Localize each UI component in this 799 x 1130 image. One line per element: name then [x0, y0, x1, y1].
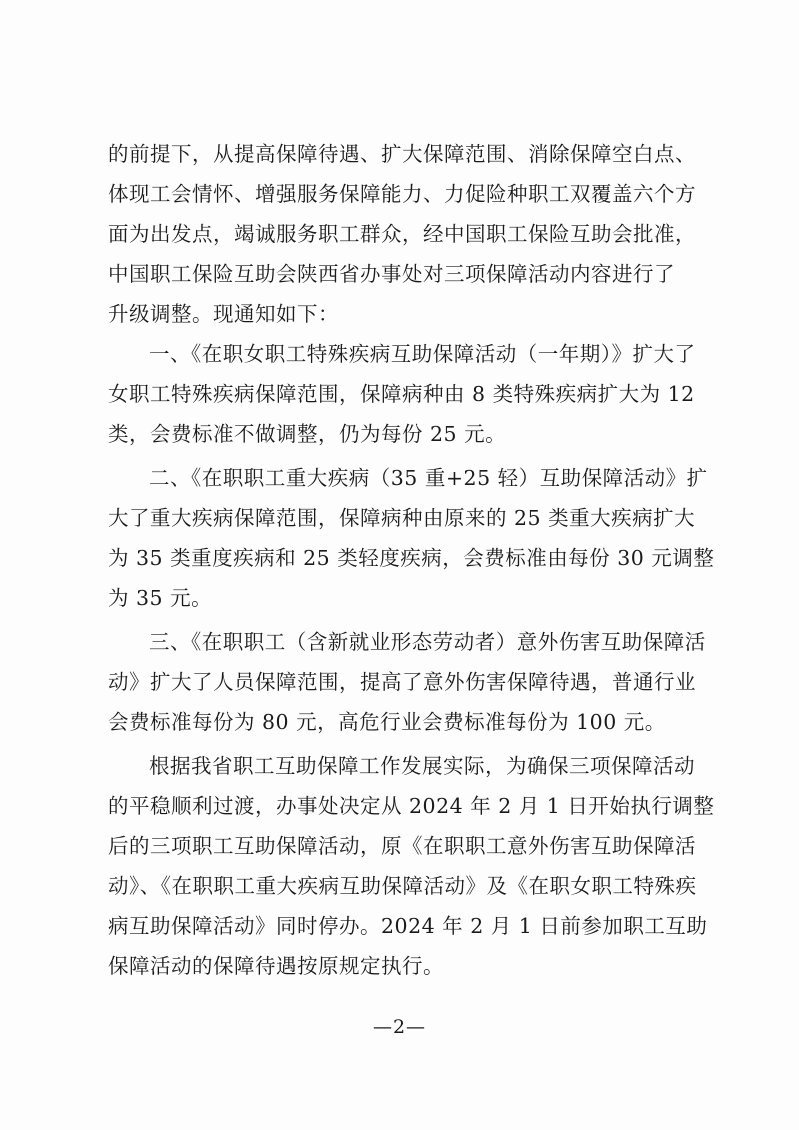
- paragraph-item-one-cont: [108, 374, 708, 454]
- text-line: 大了重大疾病保障范围，保障病种由原来的 25 类重大疾病扩大: [108, 506, 696, 530]
- text-line: 中国职工保险互助会陕西省办事处对三项保障活动内容进行了: [108, 262, 675, 286]
- text-line: 三、《在职职工（含新就业形态劳动者）意外伤害互助保障活: [149, 630, 706, 654]
- page-number: —2—: [372, 1016, 427, 1038]
- text-line: 一、《在职女职工特殊疾病互助保障活动（一年期）》扩大了: [149, 342, 696, 366]
- text-line: 动》、《在职职工重大疾病互助保障活动》及《在职女职工特殊疾: [108, 874, 697, 898]
- text-line: 二、《在职职工重大疾病（35 重+25 轻）互助保障活动》扩: [149, 466, 708, 490]
- text-line: 保障活动的保障待遇按原规定执行。: [108, 954, 444, 978]
- text-line: 为 35 类重度疾病和 25 类轻度疾病，会费标准由每份 30 元调整: [108, 546, 715, 570]
- text-line: 根据我省职工互助保障工作发展实际，为确保三项保障活动: [149, 754, 695, 778]
- document-body: [108, 134, 715, 986]
- paragraph-item-two-cont: [108, 498, 715, 618]
- text-line: 的平稳顺利过渡，办事处决定从 2024 年 2 月 1 日开始执行调整: [108, 794, 715, 818]
- text-line: 会费标准每份为 80 元，高危行业会费标准每份为 100 元。: [108, 710, 666, 734]
- paragraph-continuation: [108, 134, 708, 334]
- text-line: 的前提下，从提高保障待遇、扩大保障范围、消除保障空白点、: [108, 142, 696, 166]
- paragraph-item-two: [108, 458, 708, 498]
- paragraph-item-three: [108, 622, 708, 662]
- text-line: 女职工特殊疾病保障范围，保障病种由 8 类特殊疾病扩大为 12: [108, 382, 695, 406]
- paragraph-transition: [108, 746, 708, 786]
- text-line: 体现工会情怀、增强服务保障能力、力促险种职工双覆盖六个方: [108, 182, 696, 206]
- paragraph-item-three-cont: [108, 662, 708, 742]
- text-line: 类，会费标准不做调整，仍为每份 25 元。: [108, 422, 507, 446]
- paragraph-item-one: [108, 334, 708, 374]
- paragraph-transition-cont: [108, 786, 715, 986]
- text-line: 升级调整。现通知如下：: [108, 302, 339, 326]
- text-line: 为 35 元。: [108, 586, 213, 610]
- text-line: 面为出发点，竭诚服务职工群众，经中国职工保险互助会批准，: [108, 222, 696, 246]
- text-line: 后的三项职工互助保障活动，原《在职职工意外伤害互助保障活: [108, 834, 696, 858]
- text-line: 病互助保障活动》同时停办。2024 年 2 月 1 日前参加职工互助: [108, 914, 708, 938]
- text-line: 动》扩大了人员保障范围，提高了意外伤害保障待遇，普通行业: [108, 670, 696, 694]
